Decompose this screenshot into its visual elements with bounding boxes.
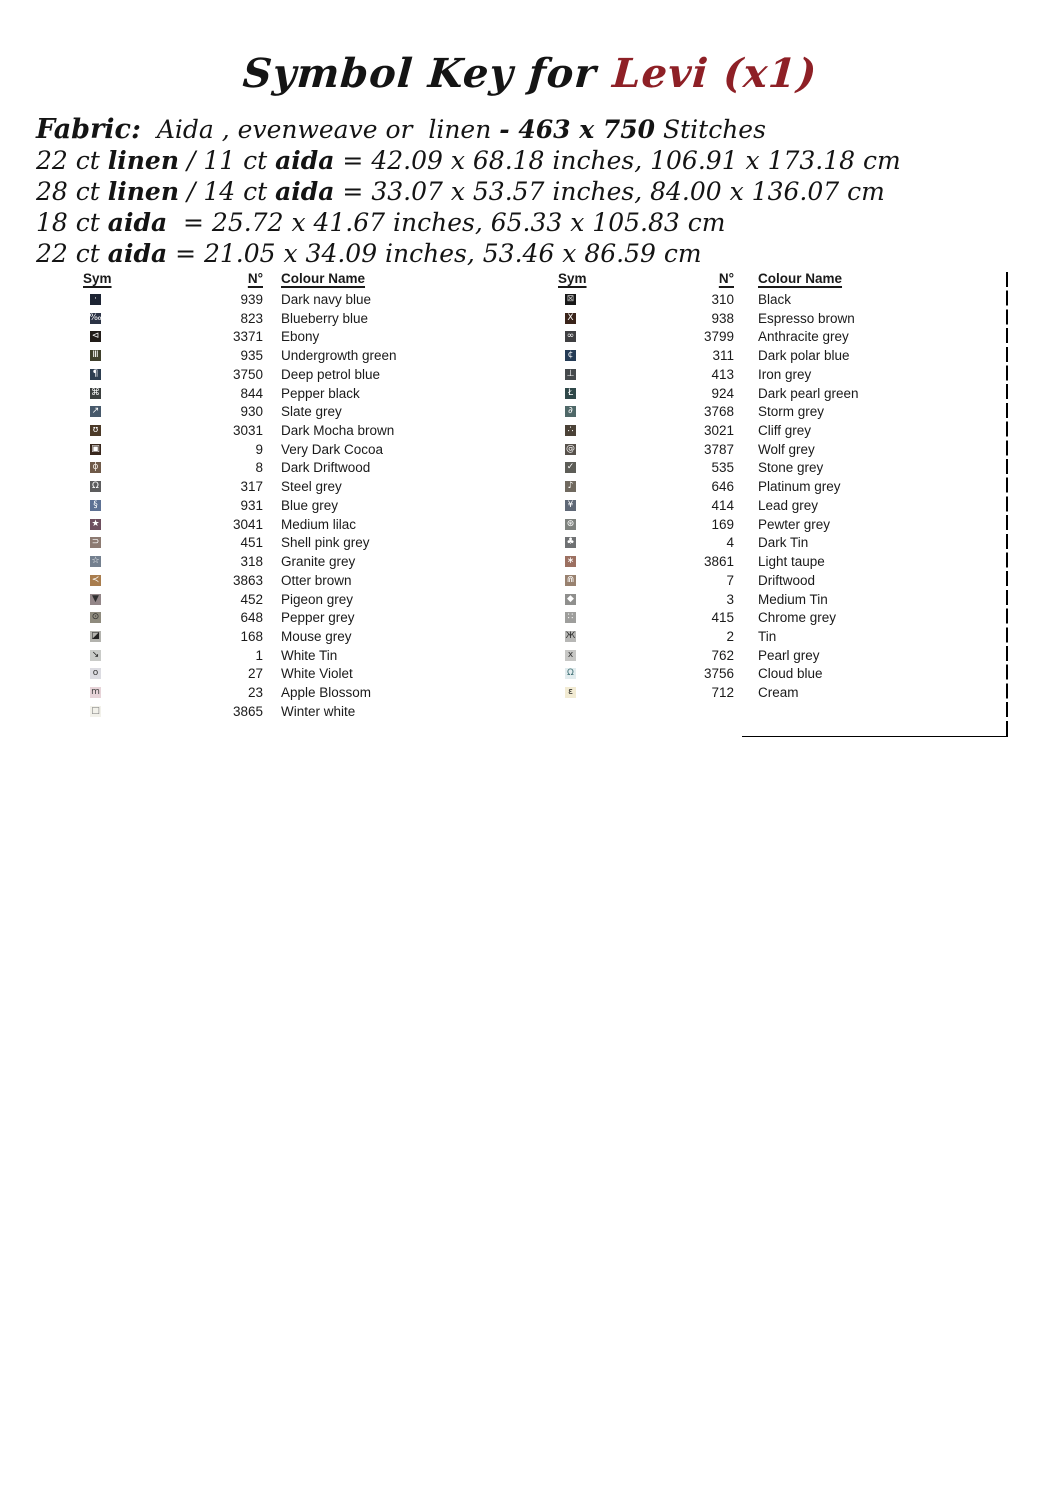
key-row — [558, 628, 978, 647]
colour-number: 413 — [711, 366, 734, 382]
key-row — [558, 647, 978, 666]
colour-name: Black — [758, 292, 792, 307]
colour-number: 935 — [240, 348, 263, 364]
fabric-line: 18 ct aida = 25.72 x 41.67 inches, 65.33 x 105.83 cm — [36, 208, 726, 237]
key-row — [83, 628, 503, 647]
key-row — [558, 310, 978, 329]
header-number: N° — [718, 271, 734, 286]
colour-number: 924 — [711, 385, 734, 401]
colour-name: White Tin — [281, 647, 338, 663]
colour-name: Ebony — [281, 329, 320, 345]
symbol-swatch: Ł — [565, 388, 576, 399]
key-row — [83, 291, 503, 310]
symbol-swatch: ∗ — [566, 556, 575, 567]
symbol-swatch: ⊃ — [91, 537, 100, 548]
colour-number: 938 — [711, 310, 734, 326]
colour-number: 3756 — [703, 666, 734, 682]
key-row — [558, 441, 978, 460]
colour-name: Medium lilac — [281, 516, 357, 532]
key-row — [83, 553, 503, 572]
key-row — [83, 310, 503, 329]
colour-name: Wolf grey — [758, 441, 815, 457]
colour-number: 169 — [711, 516, 734, 532]
key-row — [83, 422, 503, 441]
header-number: N° — [247, 271, 263, 286]
colour-number: 712 — [711, 685, 734, 701]
rows-right — [558, 291, 978, 703]
key-row — [558, 328, 978, 347]
colour-number: 27 — [247, 666, 263, 682]
header-sym: Sym — [558, 271, 587, 286]
colour-name: Platinum grey — [758, 479, 841, 495]
table-header — [83, 271, 503, 291]
colour-name: Otter brown — [281, 572, 352, 588]
colour-name: Anthracite grey — [758, 329, 849, 345]
key-row — [558, 422, 978, 441]
symbol-swatch: ▼ — [90, 594, 101, 605]
colour-name: Storm grey — [758, 404, 825, 420]
key-row — [83, 403, 503, 422]
colour-name: Chrome grey — [758, 610, 837, 626]
colour-name: Granite grey — [281, 554, 356, 570]
symbol-swatch: ⊥ — [566, 368, 575, 379]
symbol-swatch: ≺ — [91, 574, 100, 585]
rows-left — [83, 291, 503, 722]
colour-number: 9 — [255, 441, 263, 457]
symbol-swatch: ♪ — [565, 481, 576, 492]
colour-number: 3 — [726, 591, 734, 607]
table-header — [558, 271, 978, 291]
key-row — [83, 347, 503, 366]
colour-number: 4 — [726, 535, 734, 551]
colour-number: 646 — [711, 479, 734, 495]
key-row — [558, 609, 978, 628]
key-row — [558, 591, 978, 610]
symbol-swatch: X — [565, 313, 576, 324]
colour-number: 23 — [247, 685, 263, 701]
symbol-swatch: x — [565, 650, 576, 661]
key-row — [83, 703, 503, 722]
colour-name: Dark Driftwood — [281, 460, 371, 476]
symbol-swatch: @ — [566, 443, 575, 454]
colour-number: 535 — [711, 460, 734, 476]
colour-name: Lead grey — [758, 497, 819, 513]
key-row — [83, 591, 503, 610]
symbol-swatch: ☆ — [91, 556, 100, 567]
colour-name: Pewter grey — [758, 516, 831, 532]
colour-name: Dark pearl green — [758, 385, 859, 401]
colour-number: 3799 — [703, 329, 734, 345]
column-left — [83, 271, 503, 722]
colour-name: Pigeon grey — [281, 591, 354, 607]
key-row — [83, 478, 503, 497]
fabric-info — [36, 114, 901, 269]
colour-name: Apple Blossom — [281, 685, 372, 701]
key-row — [83, 459, 503, 478]
colour-number: 762 — [711, 647, 734, 663]
key-row — [83, 441, 503, 460]
colour-name: Dark Mocha brown — [281, 423, 395, 439]
header-colour-name: Colour Name — [758, 271, 843, 286]
colour-name: Shell pink grey — [281, 535, 370, 551]
key-row — [83, 516, 503, 535]
key-row — [558, 459, 978, 478]
colour-name: Tin — [758, 628, 777, 644]
colour-name: Winter white — [281, 703, 356, 719]
colour-name: Slate grey — [281, 404, 342, 420]
colour-number: 7 — [726, 572, 734, 588]
colour-name: Light taupe — [758, 554, 825, 570]
key-row — [83, 609, 503, 628]
colour-number: 648 — [240, 610, 263, 626]
colour-number: 415 — [711, 610, 734, 626]
colour-number: 317 — [240, 479, 263, 495]
colour-name: Pepper grey — [281, 610, 355, 626]
symbol-swatch: □ — [91, 705, 100, 716]
colour-number: 3863 — [232, 572, 263, 588]
colour-name: Dark Tin — [758, 535, 809, 551]
symbol-swatch: ★ — [91, 518, 100, 529]
colour-number: 3371 — [232, 329, 263, 345]
colour-name: Driftwood — [758, 572, 816, 588]
symbol-swatch: Ω — [565, 668, 576, 679]
key-row — [83, 647, 503, 666]
colour-number: 931 — [240, 497, 263, 513]
colour-number: 1 — [255, 647, 263, 663]
colour-name: Blueberry blue — [281, 310, 369, 326]
key-row — [83, 534, 503, 553]
symbol-swatch: o — [90, 668, 101, 679]
symbol-swatch: Ж — [565, 630, 576, 641]
colour-name: Espresso brown — [758, 310, 855, 326]
symbol-swatch: ♣ — [566, 537, 575, 548]
key-row — [558, 534, 978, 553]
key-row — [558, 478, 978, 497]
colour-number: 3031 — [232, 423, 263, 439]
colour-number: 451 — [240, 535, 263, 551]
colour-number: 3865 — [232, 703, 263, 719]
symbol-swatch: ∂ — [565, 406, 576, 417]
key-row — [558, 572, 978, 591]
colour-number: 939 — [240, 292, 263, 307]
colour-number: 414 — [711, 497, 734, 513]
fabric-line: 22 ct aida = 21.05 x 34.09 inches, 53.46 x 86.59 cm — [36, 239, 702, 268]
fabric-line: Fabric: Aida , evenweave or linen - 463 x 750 Stitches — [36, 114, 766, 145]
colour-number: 310 — [711, 292, 734, 307]
colour-name: Cliff grey — [758, 423, 812, 439]
key-row — [83, 366, 503, 385]
symbol-swatch: ✓ — [566, 462, 575, 473]
symbol-swatch: ∷ — [565, 612, 576, 623]
symbol-swatch: § — [90, 500, 101, 511]
symbol-swatch: ◆ — [565, 594, 576, 605]
colour-number: 930 — [240, 404, 263, 420]
key-row — [83, 684, 503, 703]
symbol-swatch: ▣ — [91, 443, 100, 454]
colour-name: Pepper black — [281, 385, 360, 401]
table-right-border — [1006, 272, 1008, 737]
page-title — [0, 50, 1060, 97]
symbol-swatch: ¢ — [565, 350, 576, 361]
key-row — [558, 385, 978, 404]
symbol-swatch: ϕ — [90, 462, 101, 473]
symbol-swatch: · — [90, 294, 101, 305]
colour-name: Blue grey — [281, 497, 339, 513]
symbol-swatch: ⊙ — [91, 612, 100, 623]
key-row — [83, 572, 503, 591]
symbol-swatch: ◪ — [91, 630, 100, 641]
key-row — [558, 497, 978, 516]
symbol-swatch: ↘ — [91, 649, 100, 660]
colour-name: Deep petrol blue — [281, 366, 381, 382]
symbol-swatch: ⌘ — [91, 387, 100, 398]
colour-number: 3021 — [703, 423, 734, 439]
colour-number: 3041 — [232, 516, 263, 532]
symbol-swatch: ∴ — [565, 425, 576, 436]
colour-name: Pearl grey — [758, 647, 820, 663]
symbol-swatch: ¶ — [90, 369, 101, 380]
fabric-line: 22 ct linen / 11 ct aida = 42.09 x 68.18 inches, 106.91 x 173.18 cm — [36, 146, 901, 175]
colour-number: 168 — [240, 628, 263, 644]
symbol-swatch: ∞ — [566, 331, 575, 342]
colour-name: Steel grey — [281, 479, 342, 495]
key-row — [558, 291, 978, 310]
title-pattern-name: Levi (x1) — [610, 50, 819, 97]
key-row — [558, 347, 978, 366]
column-right — [558, 271, 978, 703]
colour-name: Cream — [758, 685, 799, 701]
colour-number: 311 — [712, 348, 734, 364]
colour-number: 3750 — [232, 366, 263, 382]
colour-number: 844 — [240, 385, 263, 401]
symbol-swatch: Ω — [90, 481, 101, 492]
colour-name: Mouse grey — [281, 628, 352, 644]
table-bottom-border — [742, 736, 1008, 737]
colour-name: Medium Tin — [758, 591, 828, 607]
colour-number: 2 — [726, 628, 734, 644]
header-colour-name: Colour Name — [281, 271, 366, 286]
key-row — [558, 403, 978, 422]
colour-number: 452 — [240, 591, 263, 607]
colour-name: Very Dark Cocoa — [281, 441, 384, 457]
colour-name: Iron grey — [758, 366, 812, 382]
symbol-swatch: ⋒ — [566, 574, 575, 585]
colour-name: Dark polar blue — [758, 348, 850, 364]
header-sym: Sym — [83, 271, 112, 286]
colour-number: 823 — [240, 310, 263, 326]
fabric-line: 28 ct linen / 14 ct aida = 33.07 x 53.57 inches, 84.00 x 136.07 cm — [36, 177, 885, 206]
colour-number: 8 — [255, 460, 263, 476]
symbol-swatch: ¥ — [565, 500, 576, 511]
colour-name: Stone grey — [758, 460, 824, 476]
colour-number: 3861 — [703, 554, 734, 570]
symbol-swatch: ⊠ — [566, 294, 575, 304]
key-row — [83, 328, 503, 347]
colour-name: Undergrowth green — [281, 348, 397, 364]
key-row — [558, 684, 978, 703]
symbol-swatch: ε — [565, 687, 576, 698]
key-row — [83, 497, 503, 516]
colour-name: Cloud blue — [758, 666, 823, 682]
symbol-swatch: Ⅲ — [90, 350, 101, 361]
key-row — [558, 516, 978, 535]
symbol-swatch: m — [91, 687, 100, 698]
symbol-swatch: ↗ — [91, 406, 100, 417]
key-row — [83, 665, 503, 684]
colour-name: White Violet — [281, 666, 353, 682]
symbol-swatch: ⊛ — [566, 518, 575, 529]
symbol-swatch: ‰ — [89, 312, 102, 323]
symbol-swatch: ʊ — [90, 425, 101, 436]
key-row — [558, 553, 978, 572]
key-row — [558, 665, 978, 684]
colour-number: 3787 — [703, 441, 734, 457]
colour-number: 3768 — [703, 404, 734, 420]
title-prefix: Symbol Key for — [241, 50, 599, 97]
key-row — [83, 385, 503, 404]
symbol-swatch: ⊲ — [91, 331, 100, 342]
colour-number: 318 — [240, 554, 263, 570]
key-row — [558, 366, 978, 385]
colour-name: Dark navy blue — [281, 292, 372, 307]
